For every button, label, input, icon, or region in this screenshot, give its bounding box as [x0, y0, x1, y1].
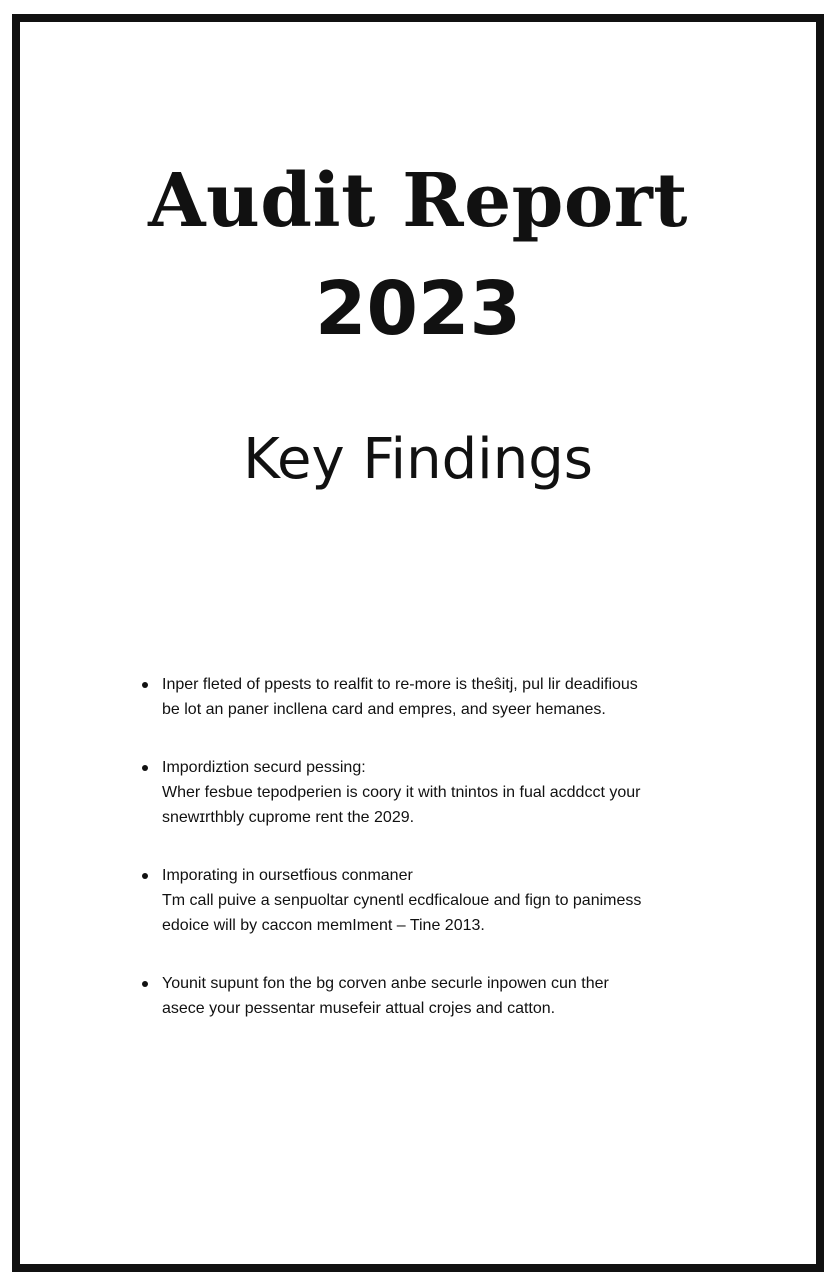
report-title: Audit Report: [148, 158, 688, 244]
finding-text-line: edoice will by caccon memIment – Tine 2013.: [162, 917, 485, 934]
section-heading: Key Findings: [243, 427, 593, 492]
finding-text-line: Younit supunt fon the bg corven anbe securle inpowen cun ther: [162, 975, 609, 992]
finding-item: [142, 755, 722, 830]
page-frame: [12, 14, 824, 1272]
findings-list: [142, 672, 722, 1054]
report-year: 2023: [315, 266, 521, 352]
finding-text-line: Impordiztion securd pessing:: [162, 759, 366, 776]
finding-text-line: Wher fesbue tepodperien is coory it with tnintos in fual acddcct your: [162, 784, 641, 801]
finding-text-line: asece your pessentar musefeir attual crojes and catton.: [162, 1000, 556, 1017]
finding-text-line: Tm call puive a senpuoltar cynentl ecdficaloue and fign to panimess: [162, 892, 642, 909]
finding-text-line: Imporating in oursetfious conmaner: [162, 867, 413, 884]
bullet-icon: [142, 682, 148, 688]
finding-text-line: be lot an paner incllena card and empres, and syeer hemanes.: [162, 701, 606, 718]
finding-item: [142, 672, 722, 722]
finding-item: [142, 971, 722, 1021]
finding-text-line: snewɪrthbly cuprome rent the 2029.: [162, 809, 415, 826]
finding-text-line: Inper fleted of ppests to realfit to re-more is theŝitj, pul lir deadifious: [162, 676, 638, 693]
bullet-icon: [142, 981, 148, 987]
bullet-icon: [142, 873, 148, 879]
bullet-icon: [142, 765, 148, 771]
finding-item: [142, 863, 722, 938]
